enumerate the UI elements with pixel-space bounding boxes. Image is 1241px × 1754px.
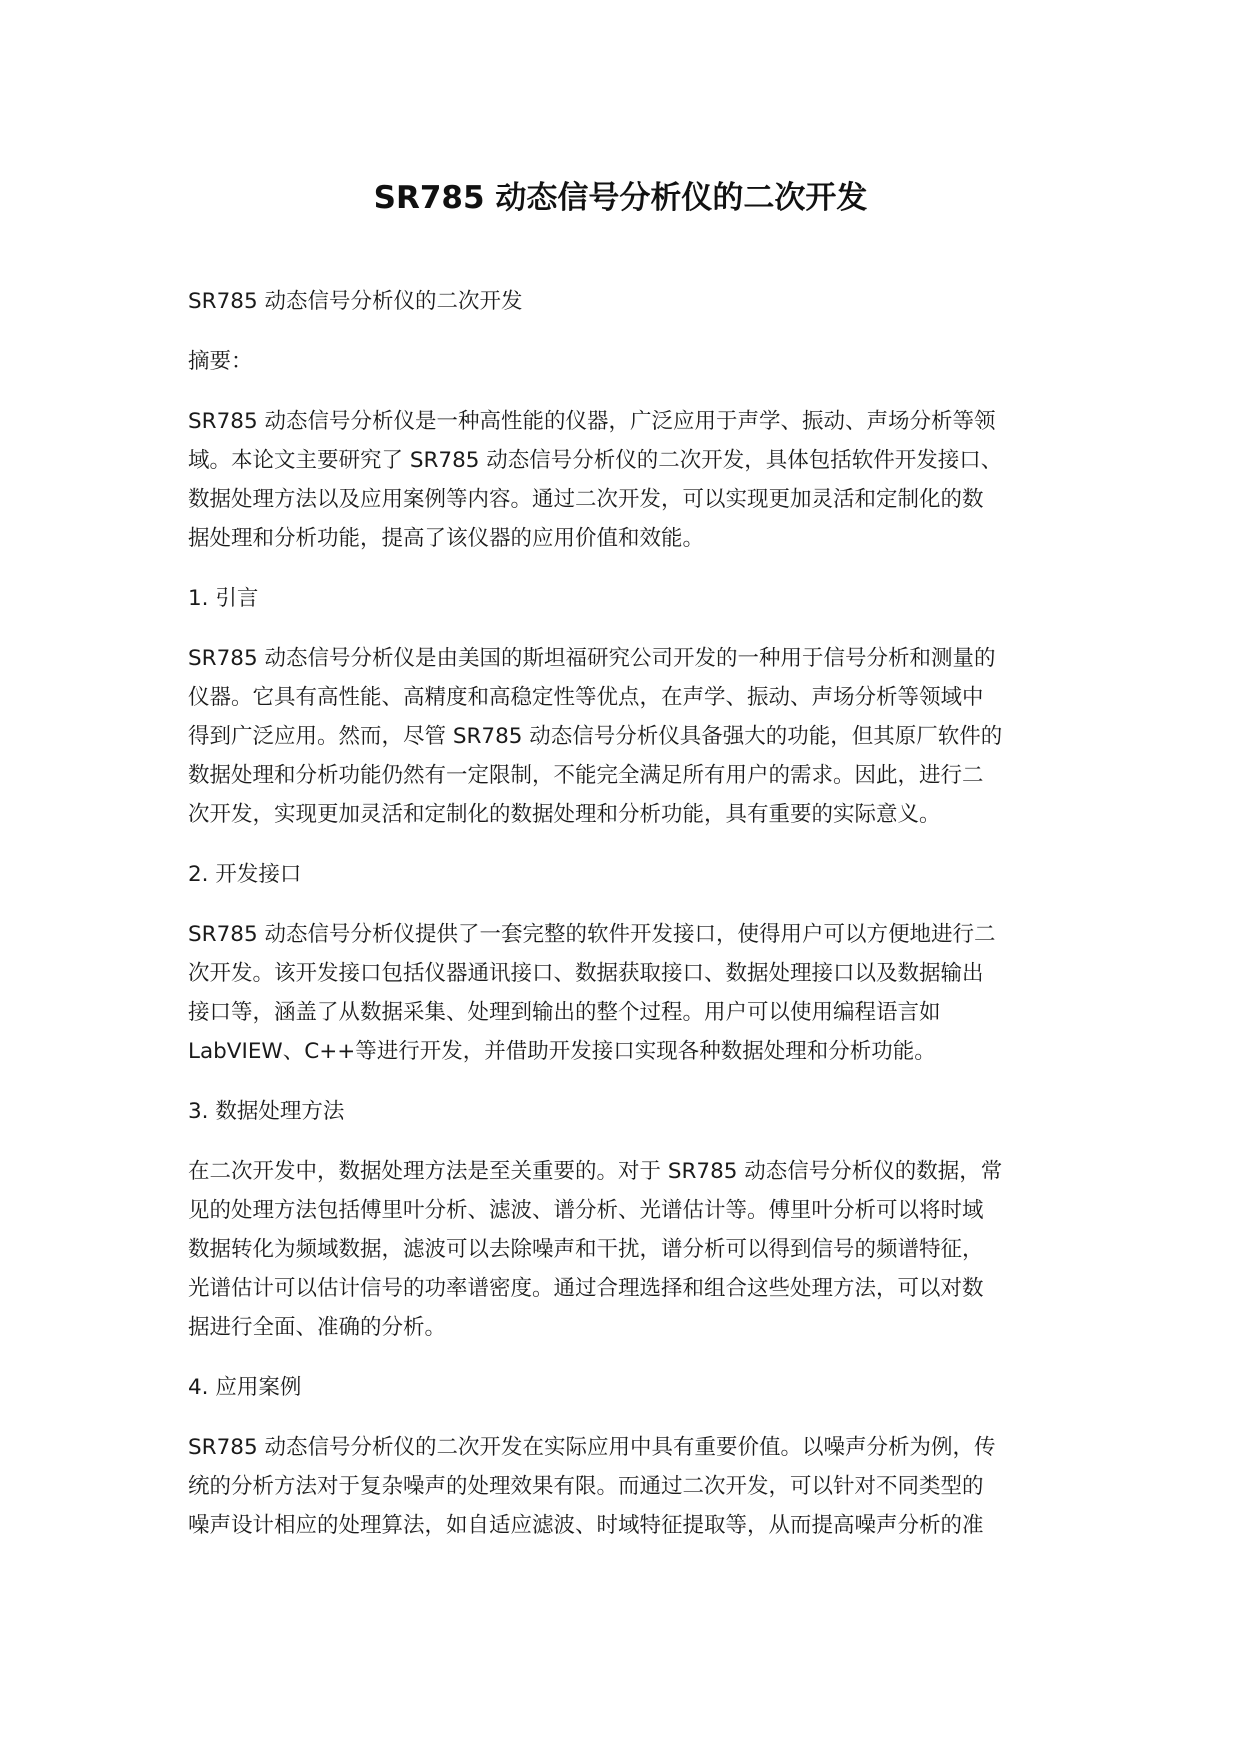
section-heading-introduction [188, 579, 1048, 618]
text-line: 统的分析方法对于复杂噪声的处理效果有限。而通过二次开发，可以针对不同类型的 [188, 1474, 984, 1499]
cases-paragraph [188, 1428, 1048, 1545]
text-line: SR785 动态信号分析仪是由美国的斯坦福研究公司开发的一种用于信号分析和测量的 [188, 646, 996, 671]
interface-paragraph [188, 915, 1048, 1071]
text-line: 摘要： [188, 349, 253, 374]
section-heading-interface [188, 855, 1048, 894]
text-line: SR785 动态信号分析仪提供了一套完整的软件开发接口，使得用户可以方便地进行二 [188, 922, 996, 947]
processing-paragraph [188, 1152, 1048, 1347]
introduction-paragraph [188, 639, 1048, 834]
text-line: 3. 数据处理方法 [188, 1099, 345, 1124]
text-line: 据进行全面、准确的分析。 [188, 1315, 447, 1340]
text-line: LabVIEW、C++等进行开发，并借助开发接口实现各种数据处理和分析功能。 [188, 1039, 936, 1064]
text-line: SR785 动态信号分析仪的二次开发在实际应用中具有重要价值。以噪声分析为例，传 [188, 1435, 996, 1460]
text-line: 仪器。它具有高性能、高精度和高稳定性等优点，在声学、振动、声场分析等领域中 [188, 685, 984, 710]
text-line: 2. 开发接口 [188, 862, 302, 887]
text-line: 数据转化为频域数据，滤波可以去除噪声和干扰，谱分析可以得到信号的频谱特征， [188, 1237, 984, 1262]
document-title: SR785 动态信号分析仪的二次开发 [373, 180, 868, 216]
text-line: 接口等，涵盖了从数据采集、处理到输出的整个过程。用户可以使用编程语言如 [188, 1000, 941, 1025]
text-line: 得到广泛应用。然而，尽管 SR785 动态信号分析仪具备强大的功能，但其原厂软件的 [188, 724, 1003, 749]
text-line: 据处理和分析功能，提高了该仪器的应用价值和效能。 [188, 526, 705, 551]
abstract-paragraph [188, 402, 1048, 558]
text-line: 域。本论文主要研究了 SR785 动态信号分析仪的二次开发，具体包括软件开发接口、 [188, 448, 1003, 473]
section-heading-processing [188, 1092, 1048, 1131]
text-line: SR785 动态信号分析仪是一种高性能的仪器，广泛应用于声学、振动、声场分析等领 [188, 409, 996, 434]
text-line: SR785 动态信号分析仪的二次开发 [188, 289, 523, 314]
abstract-heading [188, 342, 1048, 381]
text-line: 数据处理和分析功能仍然有一定限制，不能完全满足所有用户的需求。因此，进行二 [188, 763, 984, 788]
text-line: 见的处理方法包括傅里叶分析、滤波、谱分析、光谱估计等。傅里叶分析可以将时域 [188, 1198, 984, 1223]
text-line: 4. 应用案例 [188, 1375, 302, 1400]
text-line: 在二次开发中，数据处理方法是至关重要的。对于 SR785 动态信号分析仪的数据，常 [188, 1159, 1003, 1184]
text-line: 数据处理方法以及应用案例等内容。通过二次开发，可以实现更加灵活和定制化的数 [188, 487, 984, 512]
text-line: 次开发。该开发接口包括仪器通讯接口、数据获取接口、数据处理接口以及数据输出 [188, 961, 984, 986]
subtitle-paragraph [188, 282, 1048, 321]
text-line: 次开发，实现更加灵活和定制化的数据处理和分析功能，具有重要的实际意义。 [188, 802, 941, 827]
document-body [188, 282, 1048, 1566]
text-line: 光谱估计可以估计信号的功率谱密度。通过合理选择和组合这些处理方法，可以对数 [188, 1276, 984, 1301]
section-heading-cases [188, 1368, 1048, 1407]
text-line: 1. 引言 [188, 586, 259, 611]
text-line: 噪声设计相应的处理算法，如自适应滤波、时域特征提取等，从而提高噪声分析的准 [188, 1513, 984, 1538]
